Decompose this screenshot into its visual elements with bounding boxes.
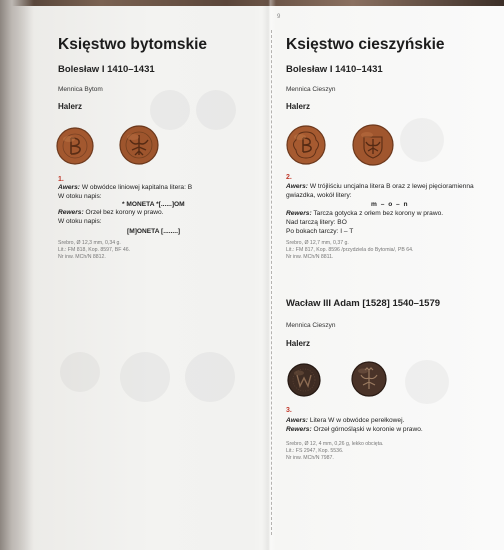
show-through-coin — [405, 360, 449, 404]
entry-2-literature: Lit.: FM 817, Kop. 8596 /przydziela do Bytomia/, PB 64. — [286, 247, 414, 253]
entry-3-obverse — [286, 417, 404, 426]
reverse-text: Tarcza gotycka z orłem bez korony w prawo. — [313, 210, 444, 217]
show-through-coin — [185, 352, 235, 402]
obverse-text: W obwódce liniowej kapitalna litera: B — [81, 184, 193, 191]
obverse-text: Litera W w obwódce perełkowej. — [309, 417, 405, 424]
page-curl-shadow — [0, 0, 34, 550]
show-through-coin — [196, 90, 236, 130]
entry-2-number: 2. — [286, 174, 292, 181]
show-through-coin — [60, 352, 100, 392]
left-ruler-heading: Bolesław I 1410–1431 — [58, 64, 155, 75]
left-denomination: Halerz — [58, 102, 83, 111]
entry-1-obverse-legend: * MONETA *[......]OM — [122, 201, 185, 208]
right-section-title: Księstwo cieszyńskie — [286, 36, 445, 53]
obverse-text: W trójliściu uncjalna litera B oraz z lewej pięcioramienna — [309, 183, 474, 190]
entry-3-inventory: Nr inw. MCh/N 7987. — [286, 455, 334, 461]
entry-2-inventory: Nr inw. MCh/N 8811. — [286, 254, 334, 260]
entry-1-obverse — [58, 184, 192, 193]
entry-3-literature: Lit.: FS 2947, Kop. 5536. — [286, 448, 344, 454]
right-denomination-2: Halerz — [286, 339, 311, 348]
entry-3-reverse — [286, 426, 423, 435]
entry-2-beside-shield: Po bokach tarczy: I – T — [286, 228, 354, 235]
page-divider — [271, 30, 272, 535]
reverse-label: Rewers: — [286, 210, 312, 217]
coin-2-obverse — [285, 124, 327, 166]
show-through-coin — [400, 118, 444, 162]
coin-3-reverse — [350, 360, 388, 398]
left-mint: Mennica Bytom — [58, 86, 103, 93]
page-top-edge — [0, 0, 504, 6]
reverse-label: Rewers: — [286, 426, 312, 433]
right-ruler-heading-2: Wacław III Adam [1528] 1540–1579 — [286, 298, 441, 309]
show-through-coin — [120, 352, 170, 402]
reverse-text: Orzeł bez korony w prawo. — [85, 209, 164, 216]
obverse-label: Awers: — [286, 183, 308, 190]
book-gutter — [262, 0, 276, 550]
obverse-label: Awers: — [58, 184, 80, 191]
entry-1-literature: Lit.: FM 818, Kop. 8597, BF 46. — [58, 247, 131, 253]
entry-1-reverse — [58, 209, 164, 218]
coin-3-obverse — [286, 362, 322, 398]
entry-1-number: 1. — [58, 176, 64, 183]
right-denomination-1: Halerz — [286, 102, 311, 111]
reverse-label: Rewers: — [58, 209, 84, 216]
entry-1-reverse-legend-intro: W otoku napis: — [58, 218, 102, 225]
right-ruler-heading-1: Bolesław I 1410–1431 — [286, 64, 383, 75]
right-mint-2: Mennica Cieszyn — [286, 322, 336, 329]
page-number: 9 — [277, 14, 281, 20]
entry-2-above-shield: Nad tarczą litery: BO — [286, 219, 347, 226]
entry-2-obverse — [286, 183, 474, 192]
entry-2-obverse-continued: gwiazdka, wokół litery: — [286, 192, 352, 199]
entry-3-number: 3. — [286, 407, 292, 414]
entry-1-reverse-legend: [M]ONETA [........] — [127, 228, 181, 235]
coin-1-reverse — [118, 124, 160, 166]
entry-2-reverse — [286, 210, 443, 219]
reverse-text: Orzeł górnośląski w koronie w prawo. — [313, 426, 423, 433]
entry-2-obverse-letters: m – o – n — [371, 201, 409, 208]
coin-1-obverse — [55, 126, 95, 166]
right-mint-1: Mennica Cieszyn — [286, 86, 336, 93]
left-section-title: Księstwo bytomskie — [58, 36, 208, 53]
entry-1-obverse-legend-intro: W otoku napis: — [58, 193, 102, 200]
coin-2-reverse — [351, 123, 395, 167]
entry-3-details: Srebro, Ø 12, 4 mm, 0,26 g, lekko obcięta. — [286, 441, 384, 447]
entry-1-inventory: Nr inw. MCh/N 8812. — [58, 254, 106, 260]
obverse-label: Awers: — [286, 417, 308, 424]
entry-1-details: Srebro, Ø 12,3 mm, 0,34 g. — [58, 240, 121, 246]
entry-2-details: Srebro, Ø 12,7 mm, 0,37 g. — [286, 240, 349, 246]
